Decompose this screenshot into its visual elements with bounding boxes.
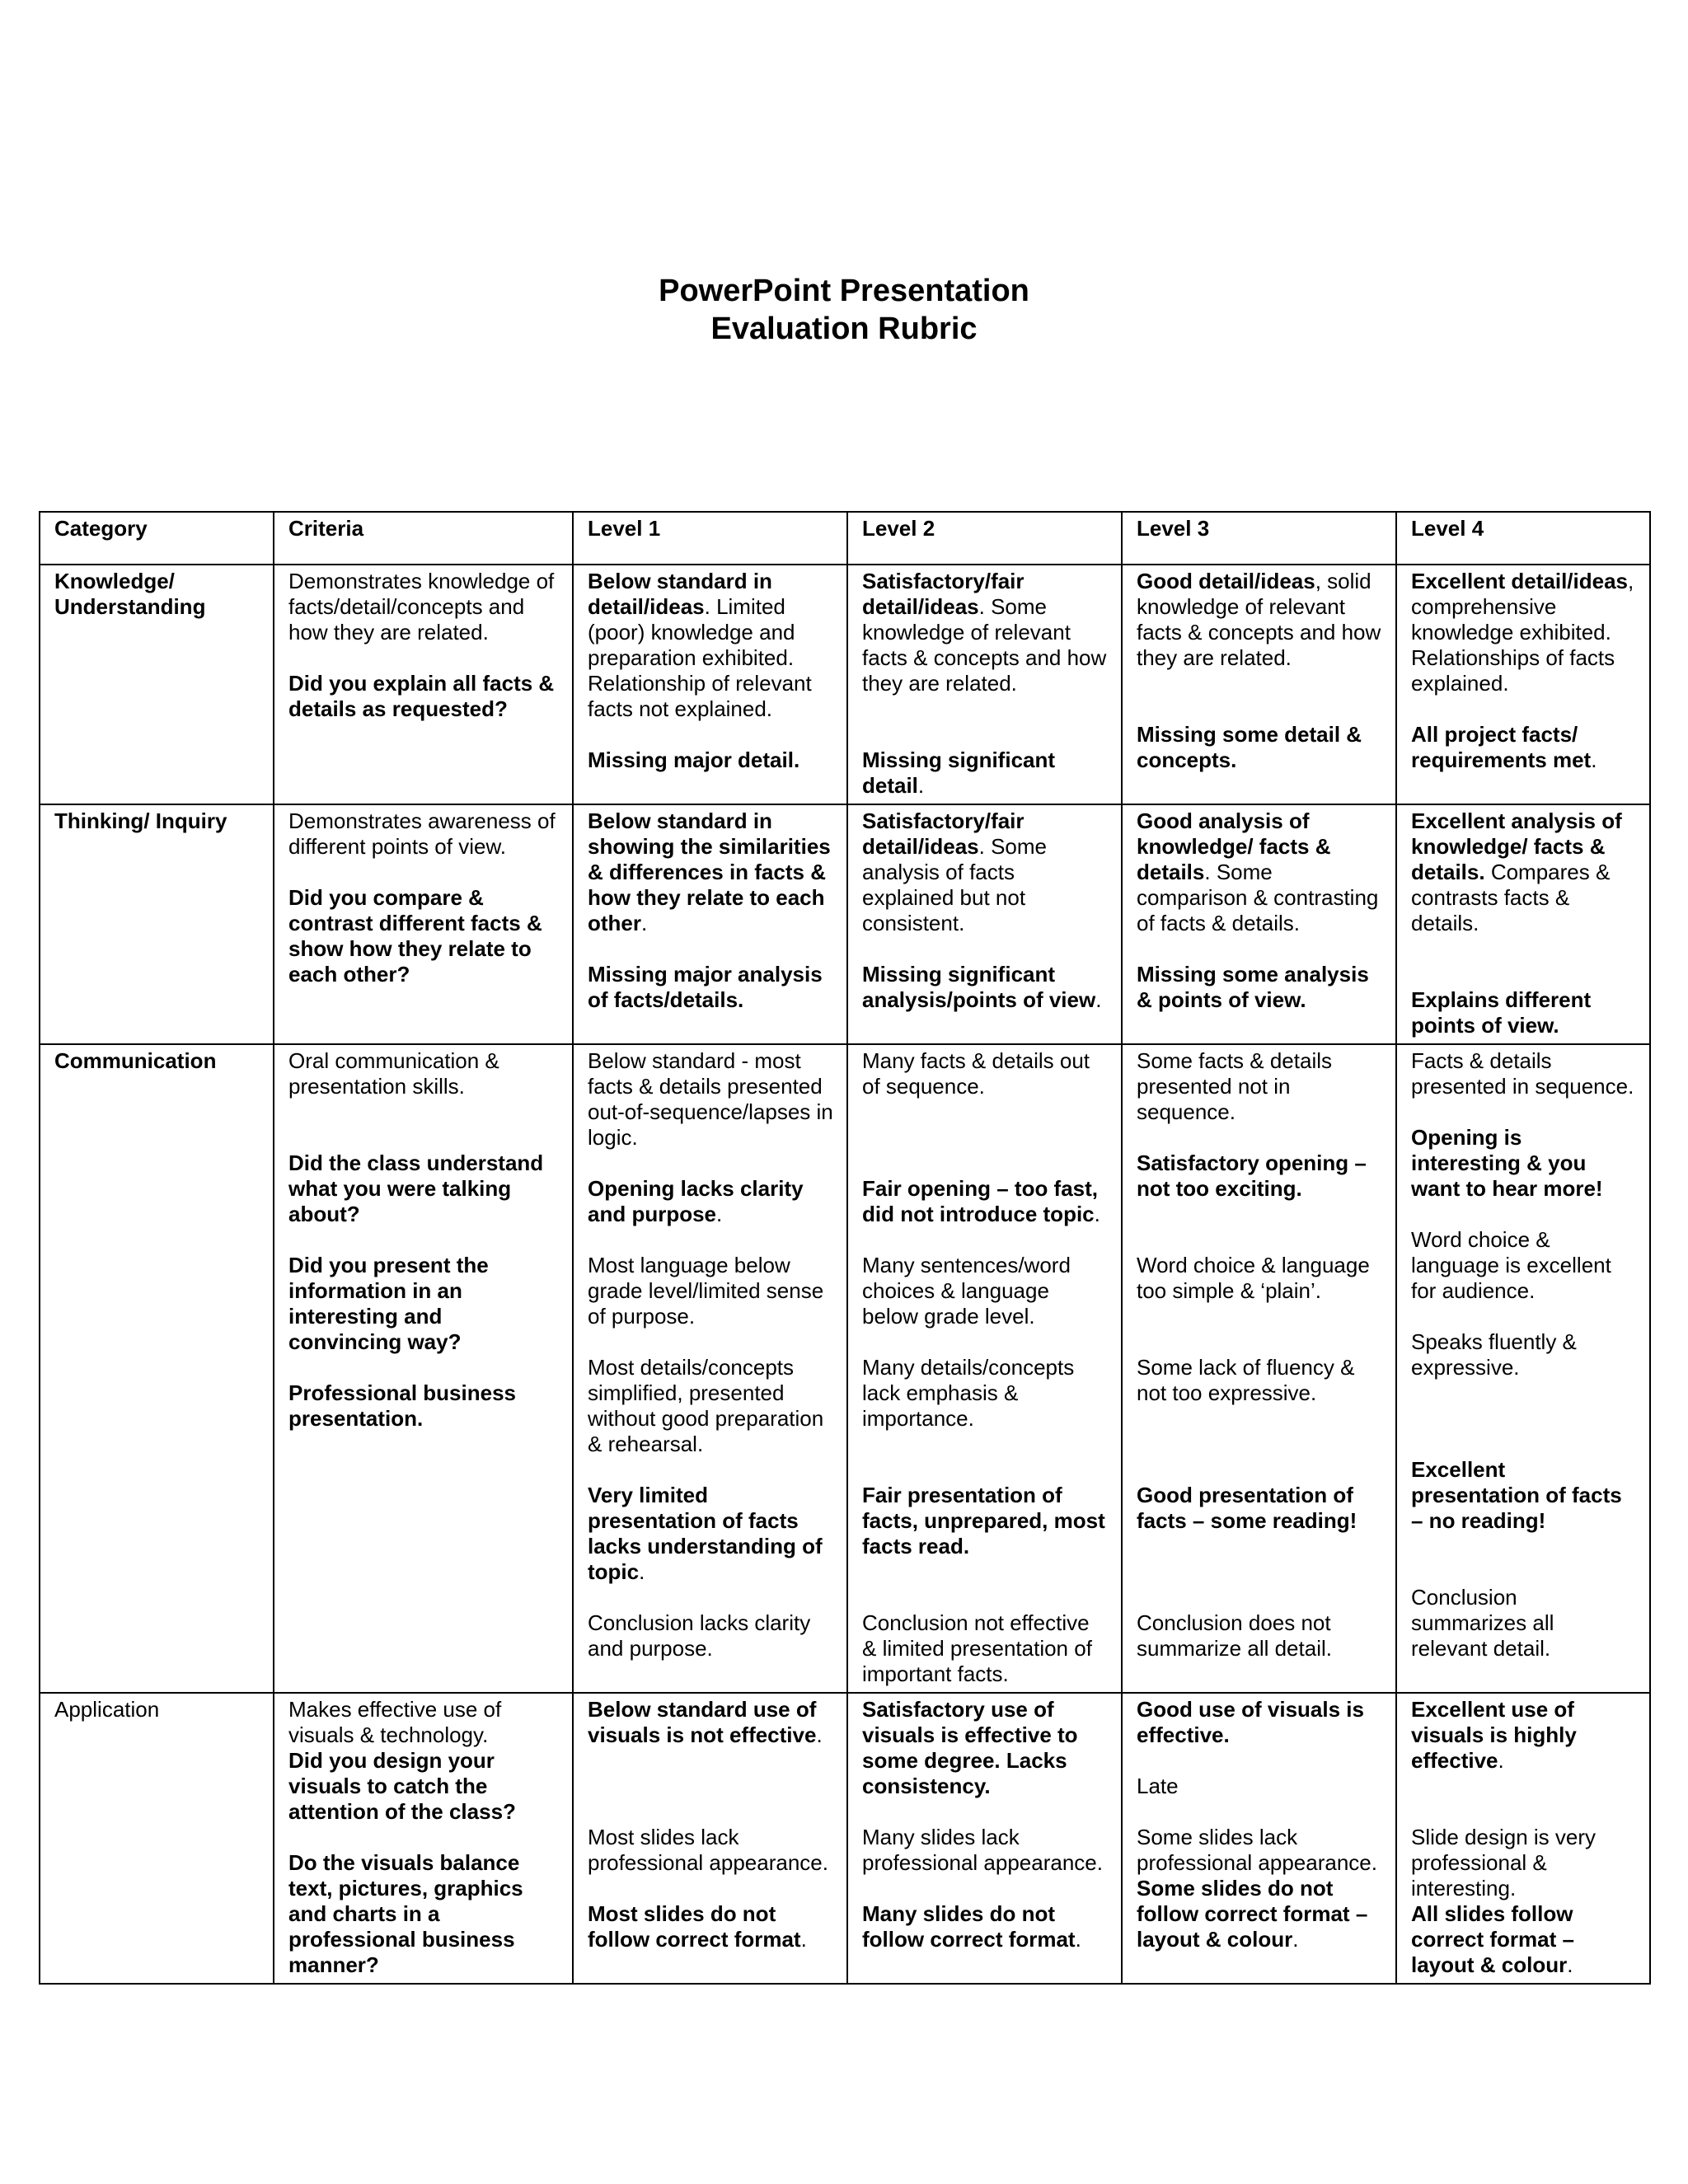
thinking-category: Thinking/ Inquiry [54, 808, 227, 833]
communication-level-3-p3: Word choice & language too simple & ‘plain’. [1137, 1253, 1370, 1303]
header-criteria: Criteria [274, 512, 573, 565]
knowledge-level-1-cell [573, 565, 847, 804]
knowledge-category: Knowledge/ Understanding [54, 569, 206, 619]
header-level-4: Level 4 [1396, 512, 1650, 565]
thinking-level-3-cell [1122, 804, 1396, 1044]
communication-level-4-p5: Excellent presentation of facts – no reading! [1411, 1457, 1622, 1533]
document-title [0, 272, 1688, 348]
communication-level-3-cell [1122, 1044, 1396, 1693]
application-criteria-cell [274, 1693, 573, 1984]
communication-criteria-text: Oral communication & presentation skills. [288, 1048, 499, 1099]
row-thinking [40, 804, 1650, 1044]
application-level-1-p2: Most slides lack professional appearance. [588, 1825, 828, 1875]
communication-level-4-p2: Opening is interesting & you want to hear more! [1411, 1125, 1603, 1201]
knowledge-level-3-bold: Good detail/ideas [1137, 569, 1315, 593]
application-criteria-text: Makes effective use of visuals & technology. [288, 1697, 502, 1747]
communication-criteria-q3: Professional business presentation. [288, 1380, 516, 1431]
thinking-level-1-text: . [641, 911, 648, 935]
knowledge-category-cell [40, 565, 274, 804]
knowledge-level-2-missing-end: . [917, 773, 925, 798]
application-level-4-cell [1396, 1693, 1650, 1984]
communication-level-3-p1: Some facts & details presented not in sequence. [1137, 1048, 1332, 1124]
thinking-level-4-text: Compares & contrasts facts & details. [1411, 860, 1611, 935]
knowledge-level-4-missing-end: . [1591, 748, 1597, 772]
knowledge-criteria-cell [274, 565, 573, 804]
knowledge-level-1-bold: Below standard in detail/ideas [588, 569, 772, 619]
knowledge-criteria-text: Demonstrates knowledge of facts/detail/concepts and how they are related. [288, 569, 555, 644]
thinking-criteria-cell [274, 804, 573, 1044]
header-level-3: Level 3 [1122, 512, 1396, 565]
knowledge-criteria-question: Did you explain all facts & details as requested? [288, 671, 555, 721]
communication-level-4-p4: Speaks fluently & expressive. [1411, 1329, 1577, 1380]
communication-level-2-p5: Fair presentation of facts, unprepared, most facts read. [862, 1483, 1105, 1558]
header-level-1: Level 1 [573, 512, 847, 565]
application-level-2-cell [847, 1693, 1122, 1984]
communication-level-3-p6: Conclusion does not summarize all detail. [1137, 1610, 1332, 1661]
knowledge-level-3-text: , solid knowledge of relevant facts & concepts and how they are related. [1137, 569, 1381, 670]
application-level-4-p1: Excellent use of visuals is highly effective [1411, 1697, 1577, 1773]
thinking-level-3-bold: Good analysis of knowledge/ facts & details [1137, 808, 1331, 884]
communication-level-2-p4: Many details/concepts lack emphasis & importance. [862, 1355, 1075, 1431]
communication-level-4-p1: Facts & details presented in sequence. [1411, 1048, 1634, 1099]
header-category: Category [40, 512, 274, 565]
application-level-1-cell [573, 1693, 847, 1984]
thinking-level-2-missing: Missing significant analysis/points of view [862, 962, 1096, 1012]
communication-level-1-p2-end: . [716, 1202, 723, 1226]
title-line-2: Evaluation Rubric [710, 312, 978, 346]
communication-level-1-p5: Very limited presentation of facts lacks understanding of topic [588, 1483, 823, 1584]
application-level-4-p3: All slides follow correct format – layout & colour [1411, 1901, 1574, 1977]
thinking-level-4-cell [1396, 804, 1650, 1044]
application-level-1-p1: Below standard use of visuals is not effective [588, 1697, 817, 1747]
application-category-cell [40, 1693, 274, 1984]
application-criteria-q2: Do the visuals balance text, pictures, graphics and charts in a professional business manner? [288, 1850, 523, 1977]
communication-category: Communication [54, 1048, 217, 1073]
thinking-level-3-text: . Some comparison & contrasting of facts & details. [1137, 860, 1379, 935]
communication-level-3-p5: Good presentation of facts – some reading! [1137, 1483, 1357, 1533]
communication-level-2-p6: Conclusion not effective & limited presentation of important facts. [862, 1610, 1092, 1686]
application-level-3-late: Late [1137, 1774, 1179, 1798]
communication-level-2-p3: Many sentences/word choices & language below grade level. [862, 1253, 1071, 1329]
communication-criteria-q1: Did the class understand what you were talking about? [288, 1151, 544, 1226]
communication-level-2-p2: Fair opening – too fast, did not introduce topic [862, 1176, 1099, 1226]
communication-level-1-p2: Opening lacks clarity and purpose [588, 1176, 804, 1226]
thinking-level-4-bold: Excellent analysis of knowledge/ facts & details. [1411, 808, 1622, 884]
communication-level-1-p6: Conclusion lacks clarity and purpose. [588, 1610, 811, 1661]
thinking-level-2-text: . Some analysis of facts explained but not consistent. [862, 834, 1047, 935]
communication-level-1-cell [573, 1044, 847, 1693]
row-knowledge [40, 565, 1650, 804]
knowledge-level-2-missing: Missing significant detail [862, 748, 1056, 798]
communication-level-4-p3: Word choice & language is excellent for audience. [1411, 1227, 1611, 1303]
knowledge-level-1-text: . Limited (poor) knowledge and preparation exhibited. Relationship of relevant facts not explained. [588, 594, 812, 721]
thinking-level-2-missing-end: . [1095, 987, 1102, 1012]
title-line-1: PowerPoint Presentation [659, 274, 1029, 308]
application-level-2-p3: Many slides do not follow correct format [862, 1901, 1076, 1952]
application-level-3-p3: Some slides do not follow correct format – layout & colour [1137, 1876, 1368, 1952]
knowledge-level-2-text: . Some knowledge of relevant facts & concepts and how they are related. [862, 594, 1107, 696]
communication-level-4-cell [1396, 1044, 1650, 1693]
application-level-2-p3-end: . [1075, 1927, 1081, 1952]
communication-criteria-q2: Did you present the information in an interesting and convincing way? [288, 1253, 489, 1354]
communication-level-1-p1: Below standard - most facts & details presented out-of-sequence/lapses in logic. [588, 1048, 833, 1150]
communication-level-2-cell [847, 1044, 1122, 1693]
application-level-3-p1: Good use of visuals is effective. [1137, 1697, 1364, 1747]
communication-level-4-p6: Conclusion summarizes all relevant detail. [1411, 1585, 1554, 1661]
knowledge-level-4-cell [1396, 565, 1650, 804]
application-criteria-q1: Did you design your visuals to catch the attention of the class? [288, 1748, 516, 1824]
communication-level-2-p1: Many facts & details out of sequence. [862, 1048, 1090, 1099]
knowledge-level-2-bold: Satisfactory/fair detail/ideas [862, 569, 1025, 619]
rubric-table [39, 511, 1651, 1985]
thinking-criteria-question: Did you compare & contrast different facts & show how they relate to each other? [288, 885, 542, 987]
application-level-2-p2: Many slides lack professional appearance. [862, 1825, 1103, 1875]
application-level-4-p1-end: . [1498, 1748, 1504, 1773]
thinking-level-2-bold: Satisfactory/fair detail/ideas [862, 808, 1025, 859]
application-level-1-p3-end: . [800, 1927, 807, 1952]
application-level-4-p3-end: . [1567, 1952, 1573, 1977]
knowledge-level-1-missing: Missing major detail. [588, 748, 800, 772]
thinking-level-4-missing: Explains different points of view. [1411, 987, 1592, 1038]
thinking-level-1-bold: Below standard in showing the similarities & differences in facts & how they relate to each other [588, 808, 831, 935]
communication-category-cell [40, 1044, 274, 1693]
thinking-level-3-missing: Missing some analysis & points of view. [1137, 962, 1369, 1012]
application-category: Application [54, 1697, 160, 1722]
knowledge-level-3-missing: Missing some detail & concepts. [1137, 722, 1362, 772]
knowledge-level-4-text: , comprehensive knowledge exhibited. Relationships of facts explained. [1411, 569, 1634, 696]
thinking-criteria-text: Demonstrates awareness of different points of view. [288, 808, 556, 859]
application-level-3-cell [1122, 1693, 1396, 1984]
knowledge-level-4-missing: All project facts/ requirements met [1411, 722, 1592, 772]
communication-level-1-p3: Most language below grade level/limited sense of purpose. [588, 1253, 824, 1329]
thinking-level-1-missing: Missing major analysis of facts/details. [588, 962, 823, 1012]
communication-level-2-p2-end: . [1094, 1202, 1100, 1226]
row-communication [40, 1044, 1650, 1693]
header-row [40, 512, 1650, 565]
thinking-level-2-cell [847, 804, 1122, 1044]
thinking-level-1-cell [573, 804, 847, 1044]
application-level-1-p3: Most slides do not follow correct format [588, 1901, 801, 1952]
application-level-3-p3-end: . [1292, 1927, 1299, 1952]
application-level-3-p2: Some slides lack professional appearance. [1137, 1825, 1377, 1875]
knowledge-level-3-cell [1122, 565, 1396, 804]
header-level-2: Level 2 [847, 512, 1122, 565]
knowledge-level-4-bold: Excellent detail/ideas [1411, 569, 1629, 593]
application-level-2-p1: Satisfactory use of visuals is effective to some degree. Lacks consistency. [862, 1697, 1078, 1798]
application-level-1-p1-end: . [816, 1722, 823, 1747]
application-level-4-p2: Slide design is very professional & interesting. [1411, 1825, 1596, 1900]
communication-level-1-p5-end: . [639, 1559, 645, 1584]
communication-level-3-p2: Satisfactory opening – not too exciting. [1137, 1151, 1367, 1201]
communication-level-1-p4: Most details/concepts simplified, presented without good preparation & rehearsal. [588, 1355, 824, 1456]
row-application [40, 1693, 1650, 1984]
communication-level-3-p4: Some lack of fluency & not too expressive. [1137, 1355, 1355, 1405]
thinking-category-cell [40, 804, 274, 1044]
communication-criteria-cell [274, 1044, 573, 1693]
knowledge-level-2-cell [847, 565, 1122, 804]
